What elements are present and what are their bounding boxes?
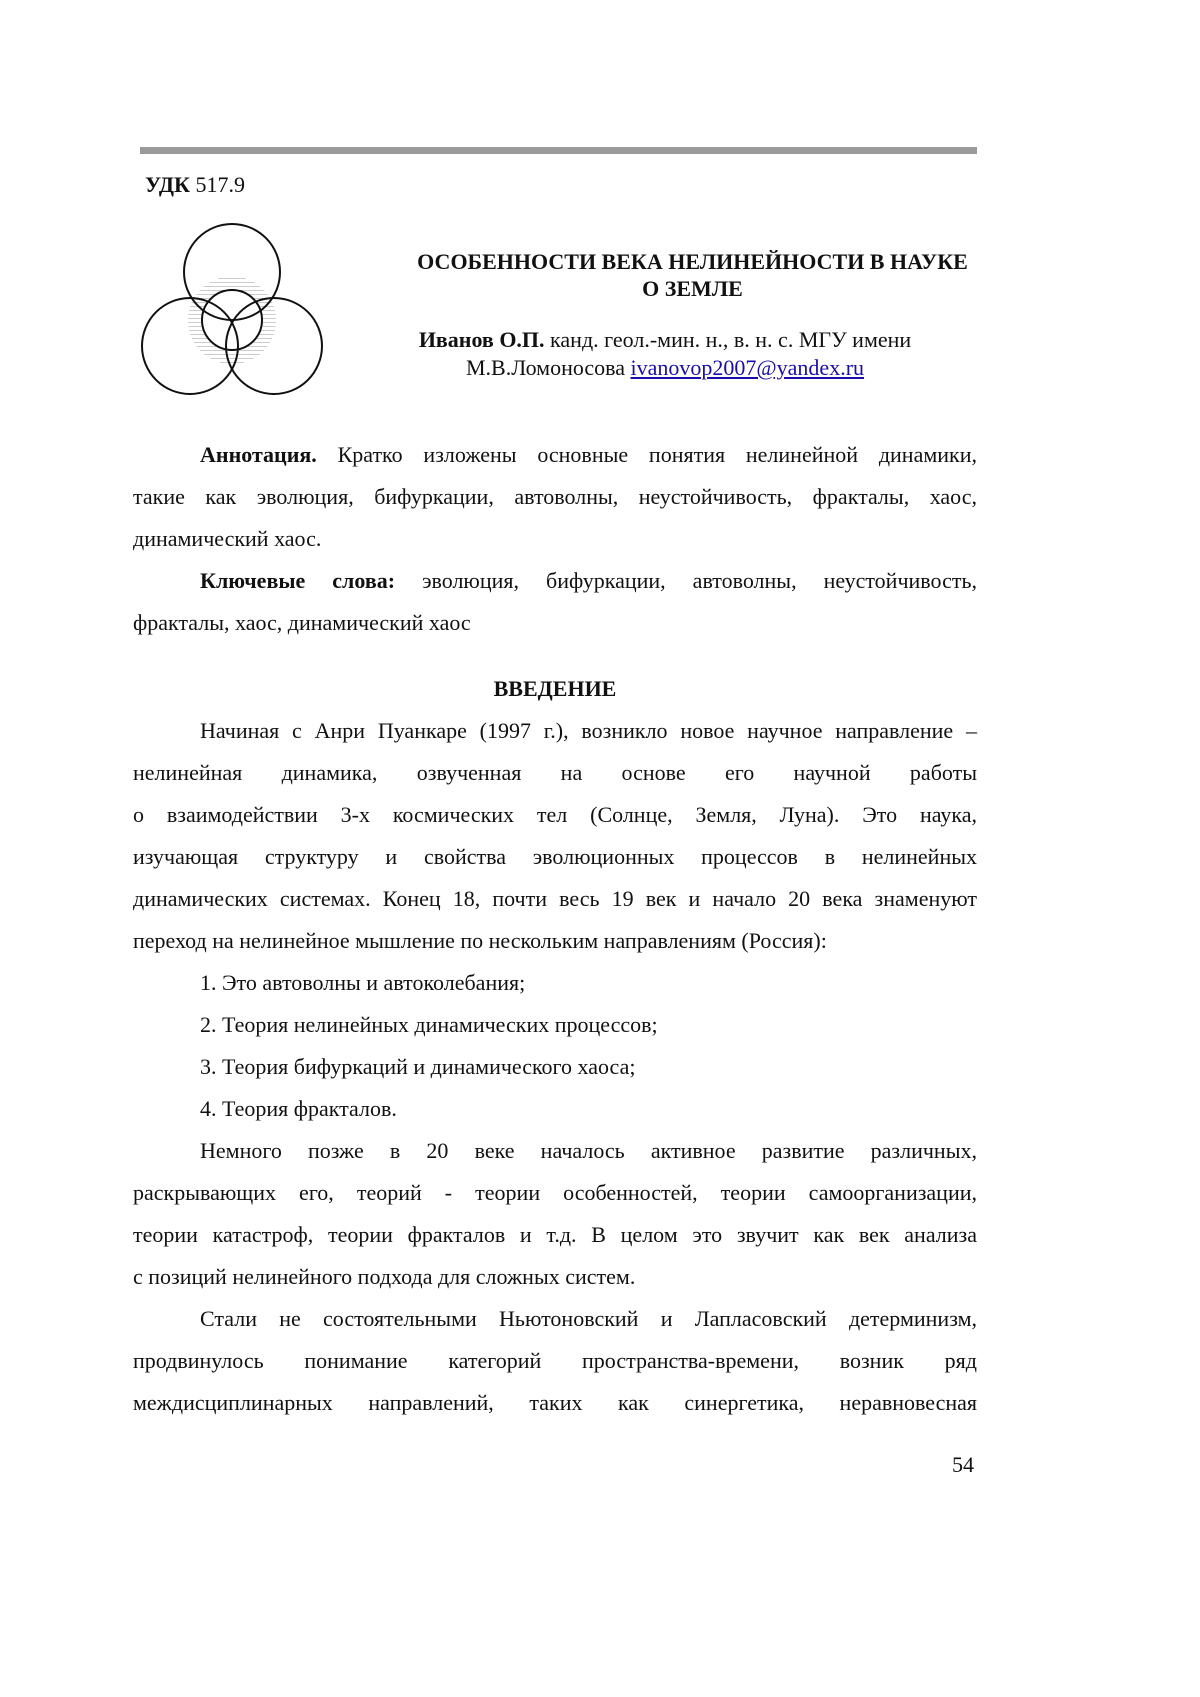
header-rule — [140, 147, 977, 154]
paragraph-line: изучающая структуру и свойства эволюционных процессов в нелинейных — [133, 836, 977, 878]
paragraph-line: продвинулось понимание категорий пространства-времени, возник ряд — [133, 1340, 977, 1382]
udk-label: УДК — [145, 172, 190, 197]
author-name: Иванов О.П. — [419, 327, 545, 352]
paragraph-line: с позиций нелинейного подхода для сложных систем. — [133, 1256, 977, 1298]
article-title — [400, 248, 985, 302]
title-line: ОСОБЕННОСТИ ВЕКА НЕЛИНЕЙНОСТИ В НАУКЕ — [400, 248, 985, 275]
paragraph-line: раскрывающих его, теорий - теории особенностей, теории самоорганизации, — [133, 1172, 977, 1214]
list-item: 4. Теория фракталов. — [133, 1088, 977, 1130]
udk — [145, 172, 245, 198]
keywords-label: Ключевые слова: — [200, 568, 395, 593]
paragraph-line: переход на нелинейное мышление по нескольким направлениям (Россия): — [133, 920, 977, 962]
paragraph-line: Начиная с Анри Пуанкаре (1997 г.), возникло новое научное направление – — [133, 710, 977, 752]
keywords-line — [133, 560, 977, 602]
abstract-line: такие как эволюция, бифуркации, автоволны, неустойчивость, фракталы, хаос, — [133, 476, 977, 518]
author-info — [380, 326, 950, 382]
author-email-link[interactable]: ivanovop2007@yandex.ru — [631, 355, 865, 380]
keywords-text: эволюция, бифуркации, автоволны, неустойчивость, — [422, 568, 977, 593]
abstract-text: Кратко изложены основные понятия нелинейной динамики, — [338, 442, 977, 467]
page-number: 54 — [952, 1452, 974, 1478]
author-affiliation: канд. геол.-мин. н., в. н. с. МГУ имени — [550, 327, 911, 352]
title-line: О ЗЕМЛЕ — [400, 275, 985, 302]
paragraph-line: междисциплинарных направлений, таких как синергетика, неравновесная — [133, 1382, 977, 1424]
list-item: 3. Теория бифуркаций и динамического хаоса; — [133, 1046, 977, 1088]
abstract-label: Аннотация. — [200, 442, 317, 467]
paragraph-line: теории катастроф, теории фракталов и т.д. В целом это звучит как век анализа — [133, 1214, 977, 1256]
list-item: 1. Это автоволны и автоколебания; — [133, 962, 977, 1004]
paragraph-line: динамических системах. Конец 18, почти весь 19 век и начало 20 века знаменуют — [133, 878, 977, 920]
paragraph-line: Стали не состоятельными Ньютоновский и Лапласовский детерминизм, — [133, 1298, 977, 1340]
circles-logo-icon — [138, 222, 328, 402]
section-heading: ВВЕДЕНИЕ — [133, 674, 977, 710]
article-body — [133, 434, 977, 1424]
paragraph-line: Немного позже в 20 веке началось активное развитие различных, — [133, 1130, 977, 1172]
paragraph-line: о взаимодействии 3-х космических тел (Солнце, Земля, Луна). Это наука, — [133, 794, 977, 836]
list-item: 2. Теория нелинейных динамических процессов; — [133, 1004, 977, 1046]
abstract-line — [133, 434, 977, 476]
abstract-line: динамический хаос. — [133, 518, 977, 560]
paragraph-line: нелинейная динамика, озвученная на основе его научной работы — [133, 752, 977, 794]
author-affiliation-2: М.В.Ломоносова — [466, 355, 625, 380]
udk-value: 517.9 — [196, 172, 246, 197]
keywords-line: фракталы, хаос, динамический хаос — [133, 602, 977, 644]
